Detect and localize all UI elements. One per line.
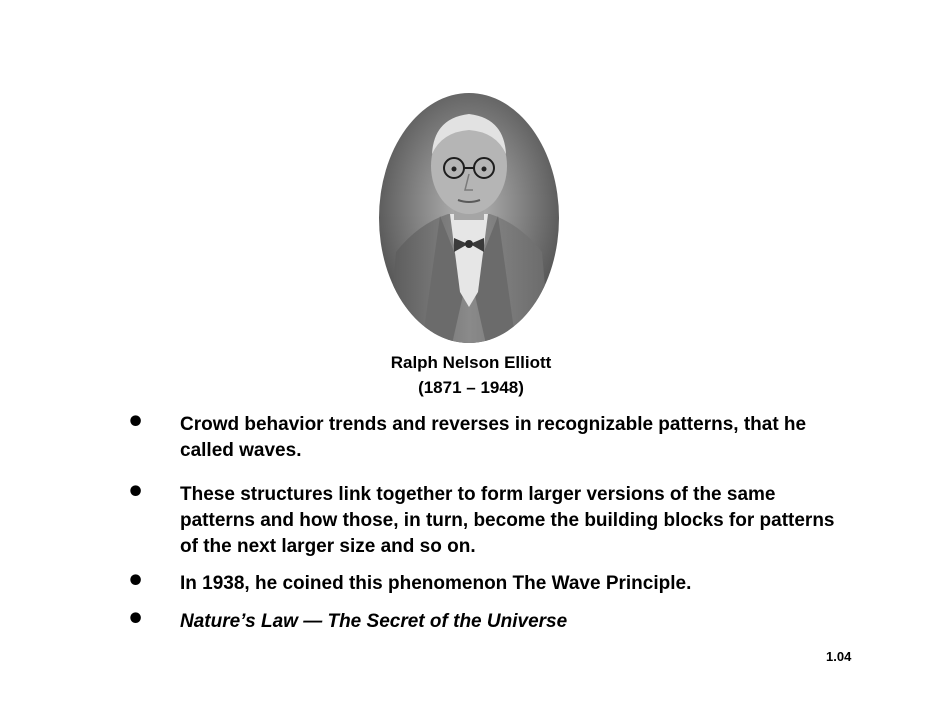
portrait-photo	[378, 92, 560, 344]
bullet-text: These structures link together to form larger versions of the same patterns and how those, in turn, become the building blocks for patterns of the next larger size and so on.	[180, 484, 835, 557]
portrait-name: Ralph Nelson Elliott	[390, 353, 552, 372]
bullet-text: Nature’s Law — The Secret of the Universe	[180, 611, 568, 632]
bullet-text: In 1938, he coined this phenomenon The Wave Principle.	[180, 573, 692, 594]
bullet-icon: •	[126, 405, 146, 440]
page-number: 1.04	[826, 649, 852, 664]
portrait-years: (1871 – 1948)	[418, 378, 524, 397]
bullet-text: Crowd behavior trends and reverses in recognizable patterns, that he called waves.	[180, 414, 807, 461]
bullet-icon: •	[126, 475, 146, 510]
bullet-icon: •	[126, 564, 146, 599]
bullet-icon: •	[126, 602, 146, 637]
